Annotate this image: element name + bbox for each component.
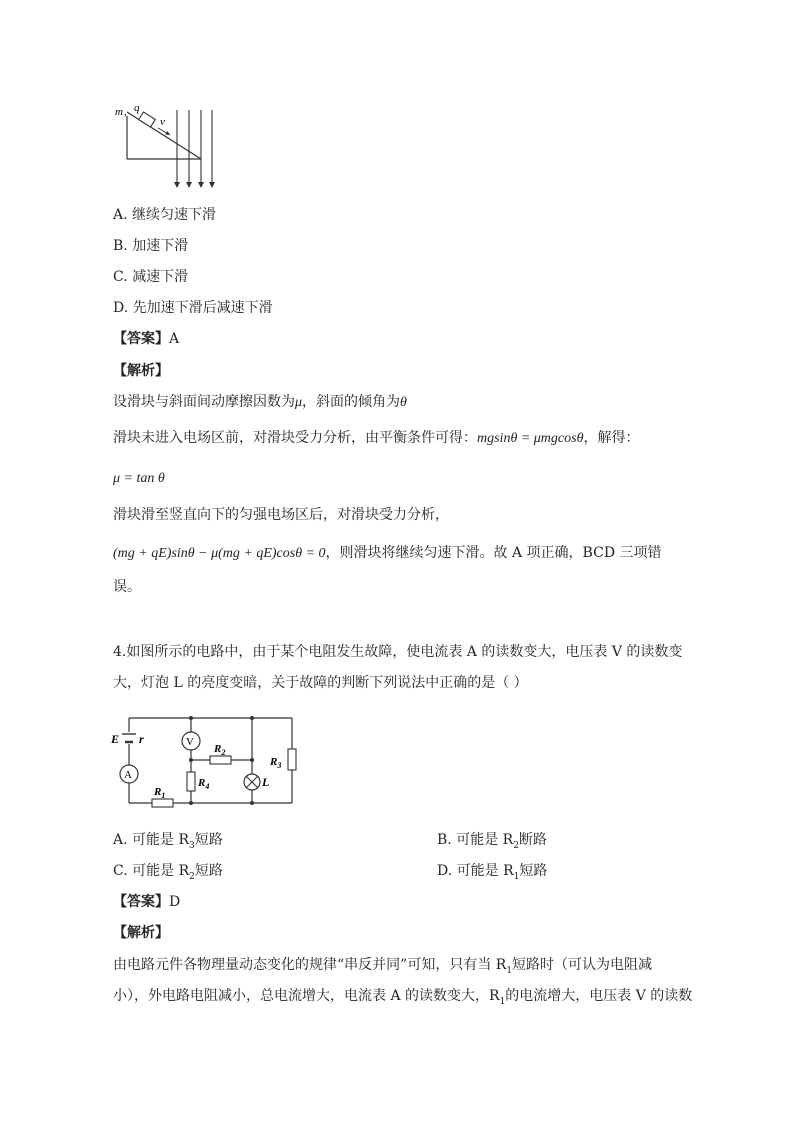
q3-analysis-line2: 滑块未进入电场区前，对滑块受力分析，由平衡条件可得：mgsinθ = μmgcosθ，解得：	[113, 430, 640, 446]
q3-analysis-line3: μ = tan θ	[113, 471, 165, 486]
q4-option-b: B. 可能是 $R_2$断路	[437, 832, 547, 851]
q4-analysis-line1: 由电路元件各物理量动态变化的规律“串反并同”可知，只有当 $R_1$短路时（可认为电阻减	[113, 957, 653, 976]
q4-option-a: A. 可能是 $R_3$短路	[113, 832, 223, 851]
label-v: v	[160, 116, 165, 128]
q3-analysis-label: 【解析】	[113, 363, 169, 379]
label-comma: ,	[124, 106, 127, 118]
label-R4: $R_4$	[198, 777, 210, 791]
resistor-r2	[210, 756, 231, 764]
q3-option-d: D. 先加速下滑后减速下滑	[113, 300, 273, 316]
q3-analysis-line1: 设滑块与斜面间动摩擦因数为μ，斜面的倾角为θ	[113, 394, 407, 410]
label-V: V	[186, 736, 194, 748]
label-L: L	[262, 775, 270, 789]
label-R1: $R_1$	[154, 786, 166, 800]
answer-label: 【答案】	[113, 331, 169, 347]
label-E: E	[111, 732, 120, 746]
q4-analysis-line2: 小），外电路电阻减小，总电流增大，电流表 A 的读数变大，$R_1$的电流增大，电压表 V 的读数	[113, 988, 693, 1007]
q4-option-c: C. 可能是 $R_2$短路	[113, 863, 223, 882]
q3-analysis-line4: 滑块滑至竖直向下的匀强电场区后，对滑块受力分析，	[113, 507, 449, 523]
label-R2: $R_2$	[214, 743, 226, 757]
q3-analysis-line6: 误。	[113, 579, 141, 595]
q3-answer	[113, 329, 179, 349]
q4-answer	[113, 892, 180, 912]
label-q: q	[134, 102, 140, 114]
resistor-r1	[152, 799, 173, 807]
q4-stem-line2: 大，灯泡 L 的亮度变暗，关于故障的判断下列说法中正确的是（ ）	[113, 675, 528, 691]
slider-block	[139, 112, 156, 127]
label-m: m	[115, 106, 123, 118]
answer-value: D	[169, 894, 181, 910]
q3-option-c: C. 减速下滑	[113, 269, 189, 285]
resistor-r4	[187, 772, 195, 791]
q4-analysis-label: 【解析】	[113, 925, 169, 941]
label-R3: $R_3$	[270, 756, 282, 770]
resistor-r3	[288, 749, 296, 770]
q3-option-b: B. 加速下滑	[113, 238, 189, 254]
answer-label: 【答案】	[113, 894, 169, 910]
label-A: A	[124, 769, 132, 781]
label-r: r	[139, 732, 144, 746]
answer-value: A	[169, 331, 180, 347]
battery	[122, 734, 136, 742]
circuit-diagram	[110, 712, 305, 812]
q3-analysis-line5: (mg + qE)sinθ − μ(mg + qE)cosθ = 0，则滑块将继续匀速下滑。故 A 项正确，BCD 三项错	[113, 545, 662, 561]
q4-stem-line1: 4.如图所示的电路中，由于某个电阻发生故障，使电流表 A 的读数变大，电压表 V 的读数变	[113, 644, 683, 660]
incline-field-figure	[110, 100, 220, 195]
q4-option-d: D. 可能是 $R_1$短路	[437, 863, 548, 882]
q3-option-a: A. 继续匀速下滑	[113, 207, 217, 223]
lamp	[244, 774, 260, 790]
